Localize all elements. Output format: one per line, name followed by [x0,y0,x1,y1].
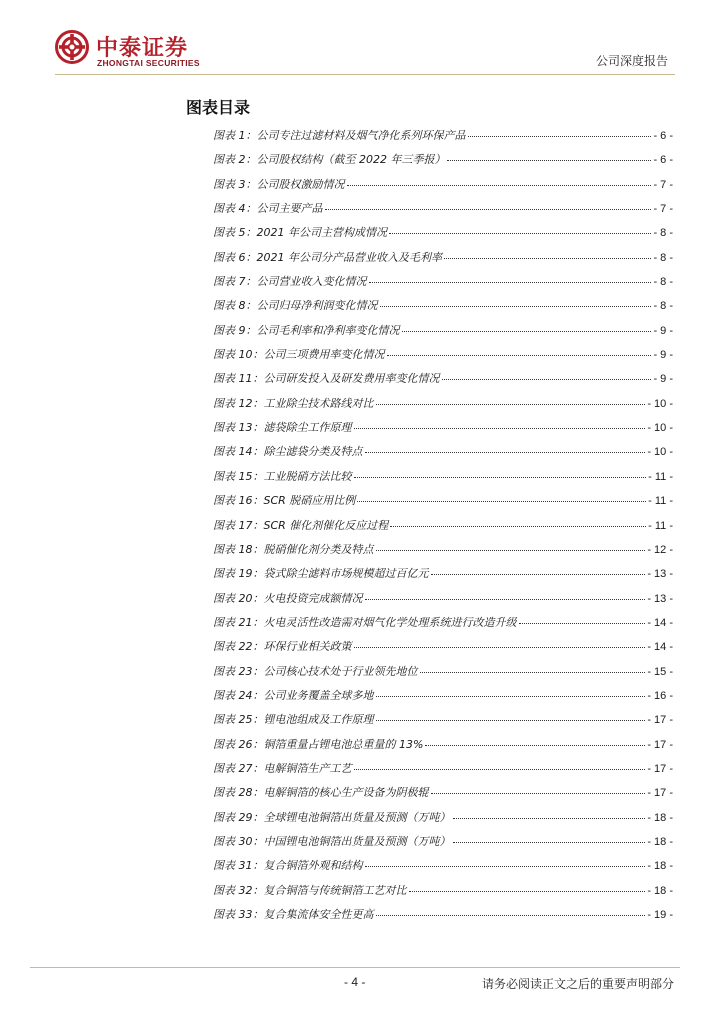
toc-entry-page: - 10 - [647,446,673,459]
toc-entry-page: - 7 - [653,178,673,191]
toc-entry-page: - 11 - [648,470,673,483]
toc-entry-label: 图表 31：复合铜箔外观和结构 [213,859,363,873]
toc-dot-leader [519,622,646,624]
toc-dot-leader [376,403,646,405]
toc-entry[interactable] [213,687,673,711]
toc-entry[interactable] [213,784,673,808]
toc-dot-leader [389,232,651,234]
toc-entry-page: - 17 - [647,738,673,751]
toc-dot-leader [365,451,646,453]
toc-dot-leader [354,476,647,478]
toc-entry[interactable] [213,468,673,492]
toc-entry-label: 图表 25：锂电池组成及工作原理 [213,713,374,727]
toc-entry[interactable] [213,395,673,419]
toc-entry[interactable] [213,346,673,370]
report-type-label: 公司深度报告 [595,54,668,68]
toc-entry-label: 图表 24：公司业务覆盖全球多地 [213,688,374,702]
toc-entry-label: 图表 3：公司股权激励情况 [213,177,345,191]
toc-dot-leader [380,305,652,307]
toc-entry-page: - 18 - [647,835,673,848]
toc-entry-label: 图表 15：工业脱硝方法比较 [213,469,352,483]
toc-entry-page: - 7 - [653,203,673,216]
toc-entry-page: - 11 - [648,519,673,532]
toc-entry-page: - 18 - [647,811,673,824]
toc-dot-leader [376,695,646,697]
toc-entry-page: - 10 - [647,397,673,410]
toc-entry[interactable] [213,711,673,735]
toc-dot-leader [325,208,652,210]
toc-entry[interactable] [213,906,673,930]
toc-dot-leader [376,549,646,551]
toc-entry-label: 图表 18：脱硝催化剂分类及特点 [213,542,374,556]
toc-entry[interactable] [213,443,673,467]
toc-entry-label: 图表 7：公司营业收入变化情况 [213,275,367,289]
toc-entry-page: - 17 - [647,762,673,775]
toc-entry-label: 图表 28：电解铜箔的核心生产设备为阴极辊 [213,786,429,800]
toc-entry-label: 图表 26：铜箔重量占锂电池总重量的 13% [213,737,424,751]
toc-entry-label: 图表 13：滤袋除尘工作原理 [213,421,352,435]
toc-entry-page: - 14 - [647,641,673,654]
toc-dot-leader [365,865,646,867]
toc-dot-leader [365,598,646,600]
toc-dot-leader [354,768,646,770]
toc-entry-page: - 6 - [653,130,673,142]
page-number: - 4 - [344,975,366,989]
toc-dot-leader [354,427,646,429]
toc-dot-leader [453,841,646,843]
toc-dot-leader [420,671,646,673]
toc-entry-label: 图表 5：2021 年公司主营构成情况 [213,226,387,240]
zhongtai-logo-icon [55,30,89,64]
toc-entry-page: - 18 - [647,860,673,873]
toc-dot-leader [387,354,652,356]
toc-entry-label: 图表 33：复合集流体安全性更高 [213,908,374,921]
toc-entry-page: - 14 - [647,616,673,629]
toc-entry-label: 图表 8：公司归母净利润变化情况 [213,299,378,313]
toc-dot-leader [369,281,652,283]
toc-entry-label: 图表 29：全球锂电池铜箔出货量及预测（万吨） [213,810,451,824]
toc-entry-page: - 6 - [653,154,673,167]
toc-entry[interactable] [213,127,673,151]
toc-entry-page: - 8 - [653,300,673,313]
toc-entry[interactable] [213,370,673,394]
toc-dot-leader [453,817,646,819]
toc-entry-label: 图表 23：公司核心技术处于行业领先地位 [213,664,418,678]
toc-entry[interactable] [213,809,673,833]
toc-entry[interactable] [213,614,673,638]
toc-entry-label: 图表 17：SCR 催化剂催化反应过程 [213,518,389,532]
toc-dot-leader [347,184,652,186]
footer-divider [30,967,680,968]
toc-entry[interactable] [213,638,673,662]
toc-entry[interactable] [213,736,673,760]
toc-entry-page: - 16 - [647,689,673,702]
toc-dot-leader [444,257,651,259]
toc-entry-label: 图表 14：除尘滤袋分类及特点 [213,445,363,459]
toc-entry-label: 图表 30：中国锂电池铜箔出货量及预测（万吨） [213,834,451,848]
toc-entry-page: - 11 - [648,495,673,508]
toc-entry[interactable] [213,322,673,346]
toc-dot-leader [468,135,652,137]
toc-dot-leader [425,744,645,746]
toc-dot-leader [402,330,652,332]
toc-entry[interactable] [213,541,673,565]
toc-entry-label: 图表 9：公司毛利率和净利率变化情况 [213,323,400,337]
toc-entry-page: - 17 - [647,787,673,800]
toc-entry[interactable] [213,663,673,687]
toc-entry[interactable] [213,297,673,321]
toc-entry-page: - 10 - [647,422,673,435]
toc-entry[interactable] [213,419,673,443]
toc-dot-leader [409,890,646,892]
toc-entry-label: 图表 21：火电灵活性改造需对烟气化学处理系统进行改造升级 [213,615,517,629]
toc-entry-label: 图表 11：公司研发投入及研发费用率变化情况 [213,372,440,386]
toc-entry[interactable] [213,517,673,541]
toc-entry[interactable] [213,151,673,175]
footer-disclaimer: 请务必阅读正文之后的重要声明部分 [481,977,674,991]
toc-entry-page: - 19 - [647,909,673,921]
toc-entry[interactable] [213,176,673,200]
toc-entry[interactable] [213,565,673,589]
toc-entry[interactable] [213,200,673,224]
toc-dot-leader [357,500,646,502]
toc-entry-page: - 13 - [647,568,673,581]
toc-entry-label: 图表 22：环保行业相关政策 [213,640,352,654]
toc-entry-page: - 8 - [653,276,673,289]
brand-name-cn: 中泰证券 [96,36,189,61]
toc-entry-page: - 12 - [647,543,673,556]
toc-entry-label: 图表 19：袋式除尘滤料市场规模超过百亿元 [213,567,429,581]
toc-dot-leader [447,159,651,161]
toc-entry-label: 图表 20：火电投资完成额情况 [213,591,363,605]
toc-dot-leader [431,792,646,794]
brand-name-en: ZHONGTAI SECURITIES [97,58,200,68]
toc-entry-label: 图表 32：复合铜箔与传统铜箔工艺对比 [213,883,407,897]
toc-entry-page: - 9 - [653,324,673,337]
toc-entry-page: - 9 - [653,373,673,386]
toc-dot-leader [376,719,646,721]
toc-entry-label: 图表 6：2021 年公司分产品营业收入及毛利率 [213,250,442,264]
toc-dot-leader [376,914,646,916]
toc-entry[interactable] [213,492,673,516]
toc-entry-label: 图表 12：工业除尘技术路线对比 [213,396,374,410]
toc-entry-label: 图表 16：SCR 脱硝应用比例 [213,494,356,508]
page-header [0,0,724,80]
toc-entry-label: 图表 27：电解铜箔生产工艺 [213,761,352,775]
figure-list [213,127,673,930]
toc-entry[interactable] [213,760,673,784]
toc-dot-leader [442,378,652,380]
toc-dot-leader [431,573,646,575]
header-divider [55,74,675,75]
toc-entry-page: - 13 - [647,592,673,605]
toc-entry-page: - 15 - [647,665,673,678]
toc-entry[interactable] [213,224,673,248]
toc-entry[interactable] [213,273,673,297]
toc-entry-label: 图表 2：公司股权结构（截至 2022 年三季报） [213,153,446,167]
toc-entry-page: - 8 - [653,251,673,264]
toc-dot-leader [390,525,646,527]
toc-entry-page: - 9 - [653,349,673,362]
toc-entry-page: - 18 - [647,884,673,897]
toc-entry-page: - 17 - [647,714,673,727]
toc-entry-page: - 8 - [653,227,673,240]
toc-entry-label: 图表 1：公司专注过滤材料及烟气净化系列环保产品 [213,129,466,142]
toc-entry[interactable] [213,590,673,614]
toc-entry[interactable] [213,882,673,906]
toc-entry-label: 图表 10：公司三项费用率变化情况 [213,348,385,362]
toc-entry[interactable] [213,249,673,273]
toc-entry-label: 图表 4：公司主要产品 [213,202,323,216]
toc-entry[interactable] [213,833,673,857]
toc-entry[interactable] [213,857,673,881]
toc-title: 图表目录 [186,98,251,117]
toc-dot-leader [354,646,646,648]
